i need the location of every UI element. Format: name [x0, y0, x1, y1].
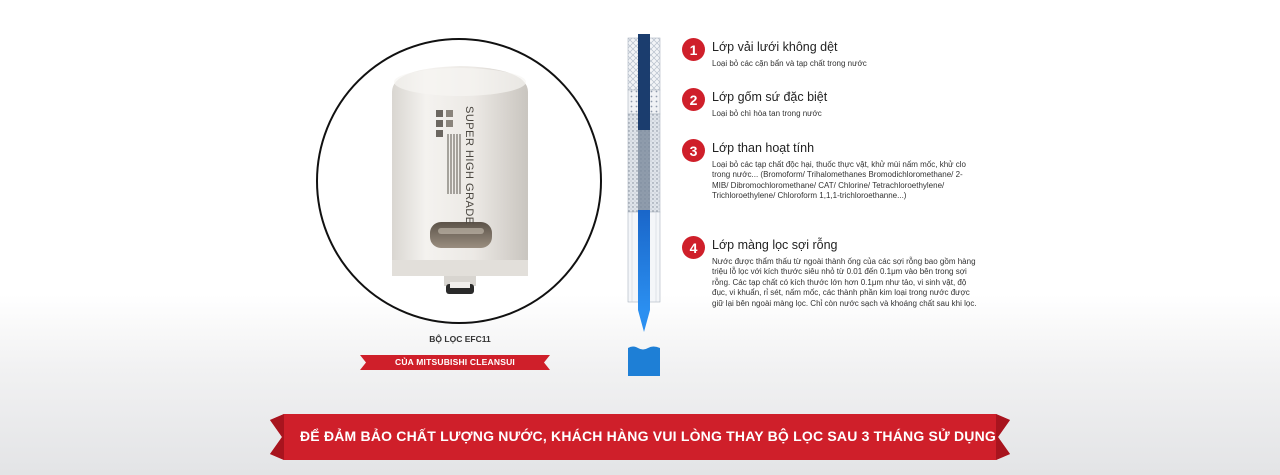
outlet-tip: [638, 310, 650, 332]
layer-item-1: [682, 38, 978, 78]
number-badge: 4: [682, 236, 705, 259]
layer-title: Lớp gốm sứ đặc biệt: [712, 90, 828, 104]
layer-item-4: [682, 236, 978, 336]
layer-item-2: [682, 88, 978, 128]
product-image-frame: [316, 38, 602, 324]
flow-channel-blue: [638, 210, 650, 310]
filter-cartridge-image: [384, 62, 536, 294]
number-badge: 2: [682, 88, 705, 111]
number-badge: 1: [682, 38, 705, 61]
svg-text:SUPER HIGH GRADE: SUPER HIGH GRADE: [463, 106, 475, 225]
layer-title: Lớp vải lưới không dệt: [712, 40, 838, 54]
brand-text: [463, 106, 475, 225]
flow-channel-dark: [638, 34, 650, 130]
layer-item-3: [682, 139, 978, 219]
flow-channel-gray: [638, 130, 650, 210]
product-caption-line2: CỦA MITSUBISHI CLEANSUI: [395, 357, 515, 367]
layer-title: Lớp màng lọc sợi rỗng: [712, 238, 838, 252]
number-badge: 3: [682, 139, 705, 162]
filter-layers-diagram: [624, 34, 664, 379]
layer-description: Loại bỏ các cặn bẩn và tạp chất trong nước: [712, 59, 867, 68]
notice-text: ĐỂ ĐẢM BẢO CHẤT LƯỢNG NƯỚC, KHÁCH HÀNG VUI LÒNG THAY BỘ LỌC SAU 3 THÁNG SỬ DỤNG: [300, 428, 996, 444]
product-caption-line1: BỘ LỌC EFC11: [429, 334, 491, 344]
water-pool: [628, 347, 660, 377]
layer-description: Nước được thẩm thấu từ ngoài thành ống của các sợi rỗng bao gồm hàng triệu lỗ lọc với kích thước siêu nhỏ từ 0.01 đến 0.1μm vào bên trong sợi rỗng. Các tạp chất có kích thước lớn hơn 0.1μm như tảo, vi sinh vật, độ đục, vi khuẩn, rỉ sét, nấm mốc, các thành phần kim loại trong nước được giữ lại bên ngoài màng lọc. Chỉ còn nước sạch và khoáng chất sau khi lọc.: [712, 257, 977, 308]
layer-description: Loại bỏ các tạp chất độc hại, thuốc thực vật, khử mùi nấm mốc, khử clo trong nước... (Bromoform/ Trihalomethanes Bromodichloromethane/ 2-MIB/ Dibromochloromethane/ CAT/ Chlorine/ Tetrachloroethylene/ Trichloroethylene/ Chloroform 1,1,1-trichloroethanne...): [712, 160, 966, 201]
layer-description: Loại bỏ chì hòa tan trong nước: [712, 109, 822, 118]
layer-title: Lớp than hoạt tính: [712, 141, 815, 155]
